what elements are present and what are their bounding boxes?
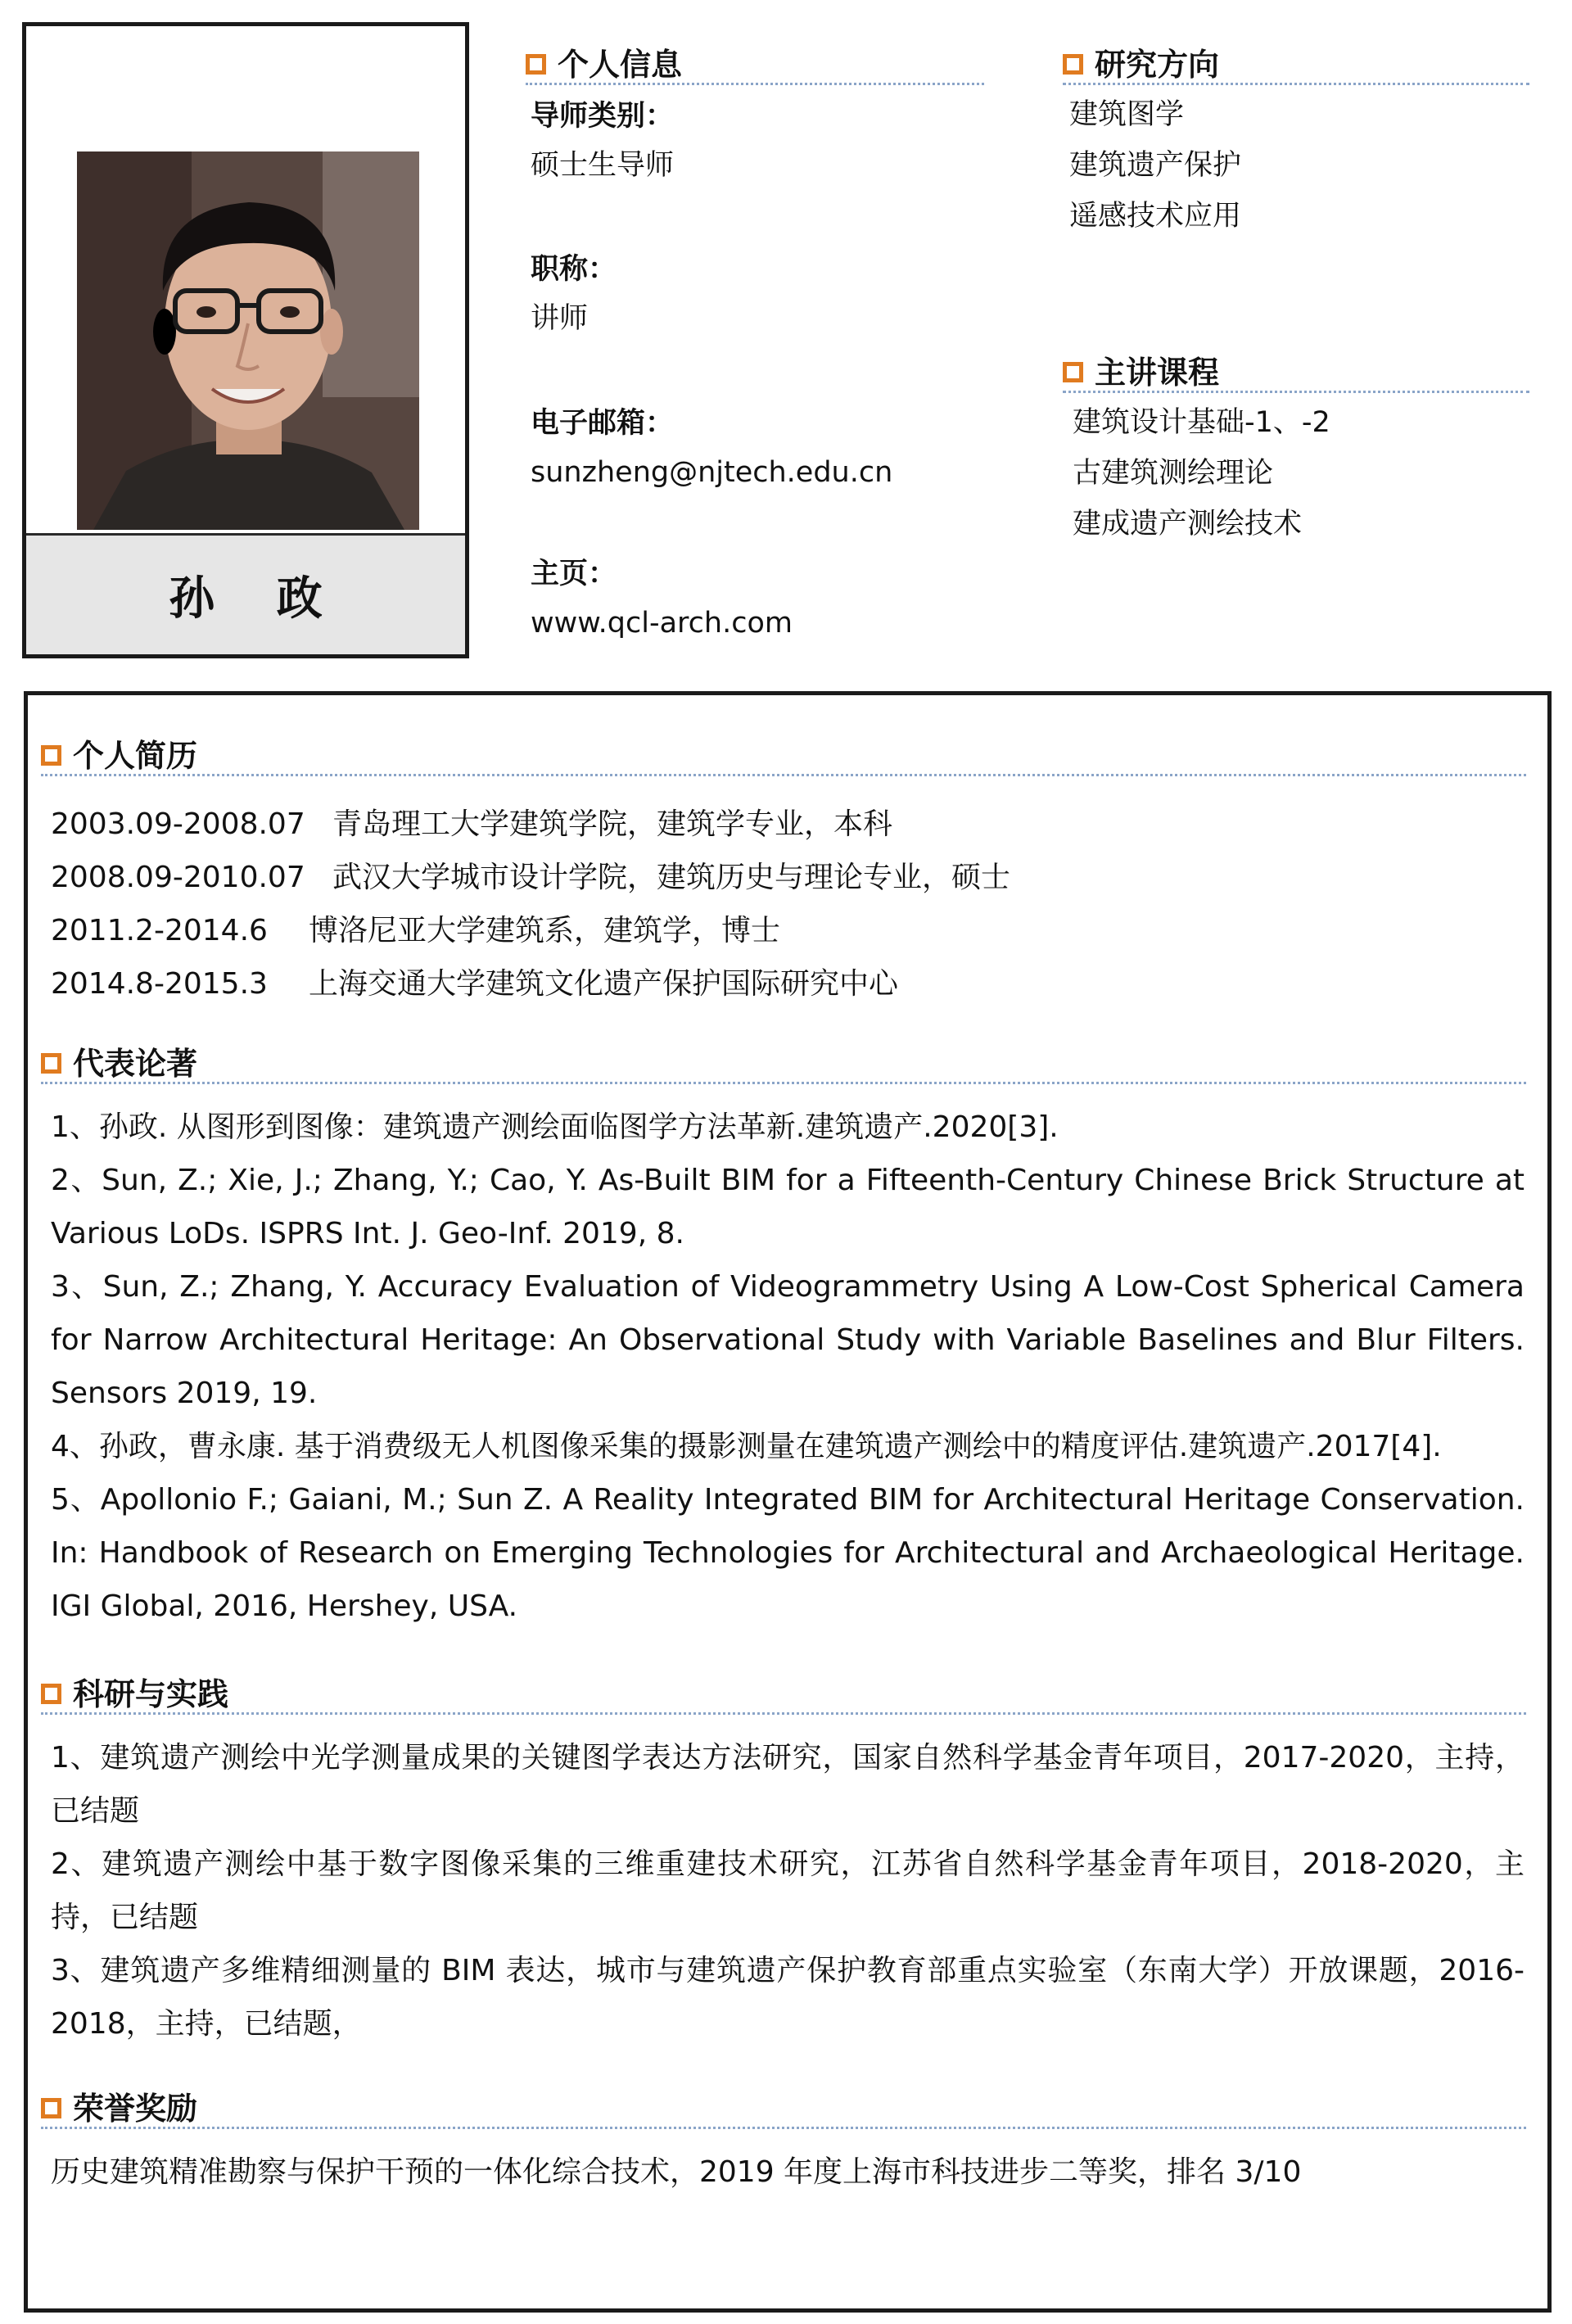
name-bar: [26, 533, 465, 654]
field-title: [531, 250, 989, 338]
projects-section: [41, 1675, 1526, 2050]
honors-heading: [41, 2090, 1526, 2129]
field-label: 电子邮箱：: [531, 407, 675, 440]
resume-title: 个人简历: [73, 737, 198, 774]
field-mentor-type: [531, 97, 989, 185]
field-email: [531, 404, 989, 492]
field-value: 硕士生导师: [531, 149, 675, 182]
resume-heading: [41, 737, 1526, 776]
publications-heading: [41, 1045, 1526, 1084]
list-item: 古建筑测绘理论: [1073, 457, 1274, 490]
research-section: [1063, 46, 1529, 242]
resume-date: 2011.2-2014.6: [51, 914, 268, 947]
square-bullet-icon: [526, 54, 546, 75]
publications-title: 代表论著: [73, 1045, 198, 1082]
resume-date: 2008.09-2010.07: [51, 861, 305, 894]
resume-text: 博洛尼亚大学建筑系，建筑学，博士: [309, 914, 781, 947]
list-item: 遥感技术应用: [1069, 200, 1242, 233]
email-link[interactable]: sunzheng@njtech.edu.cn: [531, 456, 893, 489]
project-item: 2、建筑遗产测绘中基于数字图像采集的三维重建技术研究，江苏省自然科学基金青年项目，2018-2020，主持，已结题: [51, 1847, 1525, 1934]
resume-section: [41, 737, 1526, 1011]
resume-date: 2003.09-2008.07: [51, 807, 305, 841]
publication-item: 2、Sun, Z.; Xie, J.; Zhang, Y.; Cao, Y. As-Built BIM for a Fifteenth-Century Chinese Brick Structure at Various LoDs. ISPRS Int. J. Geo-Inf. 2019, 8.: [51, 1164, 1525, 1250]
personal-info-title: 个人信息: [558, 46, 683, 83]
square-bullet-icon: [41, 2098, 61, 2118]
courses-list: [1063, 397, 1529, 549]
projects-title: 科研与实践: [73, 1675, 229, 1712]
publication-item: 1、孙政. 从图形到图像：建筑遗产测绘面临图学方法革新.建筑遗产.2020[3].: [51, 1110, 1059, 1144]
square-bullet-icon: [41, 1053, 61, 1074]
research-list: [1063, 89, 1529, 242]
list-item: 建筑遗产保护: [1069, 149, 1242, 182]
courses-title: 主讲课程: [1095, 354, 1220, 391]
projects-heading: [41, 1675, 1526, 1715]
publication-item: 5、Apollonio F.; Gaiani, M.; Sun Z. A Reality Integrated BIM for Architectural Heritage Conservation. In: Handbook of Research on Emerging Technologies for Architectural and Archaeological Heritage. IGI Global, 2016, Hershey, USA.: [51, 1483, 1525, 1623]
square-bullet-icon: [1063, 362, 1083, 382]
projects-list: [41, 1731, 1525, 2050]
list-item: 建成遗产测绘技术: [1073, 508, 1303, 540]
research-heading: [1063, 46, 1529, 85]
square-bullet-icon: [41, 745, 61, 766]
portrait-image: [77, 151, 419, 530]
publications-section: [41, 1045, 1526, 1633]
honor-item: 历史建筑精准勘察与保护干预的一体化综合技术，2019 年度上海市科技进步二等奖，排名 3/10: [51, 2155, 1302, 2189]
resume-text: 青岛理工大学建筑学院，建筑学专业，本科: [332, 807, 893, 841]
courses-heading: [1063, 354, 1529, 393]
field-label: 主页：: [531, 558, 617, 590]
person-name: 孙 政: [169, 572, 346, 626]
resume-text: 武汉大学城市设计学院，建筑历史与理论专业，硕士: [332, 861, 1011, 894]
honors-section: [41, 2090, 1526, 2199]
square-bullet-icon: [41, 1684, 61, 1704]
list-item: 建筑图学: [1069, 98, 1185, 131]
courses-section: [1063, 354, 1529, 549]
field-label: 职称：: [531, 253, 617, 286]
resume-list: [41, 798, 1526, 1011]
honors-list: [41, 2145, 1525, 2199]
publication-item: 3、Sun, Z.; Zhang, Y. Accuracy Evaluation of Videogrammetry Using A Low-Cost Spherical Camera for Narrow Architectural Heritage: An Observational Study with Variable Baselines and Blur Filters. Sensors 2019, 19.: [51, 1270, 1525, 1410]
project-item: 3、建筑遗产多维精细测量的 BIM 表达，城市与建筑遗产保护教育部重点实验室（东南大学）开放课题，2016-2018，主持，已结题，: [51, 1954, 1525, 2041]
project-item: 1、建筑遗产测绘中光学测量成果的关键图学表达方法研究，国家自然科学基金青年项目，2017-2020，主持，已结题: [51, 1741, 1525, 1828]
publication-item: 4、孙政，曹永康. 基于消费级无人机图像采集的摄影测量在建筑遗产测绘中的精度评估.建筑遗产.2017[4].: [51, 1430, 1442, 1463]
profile-photo: [77, 151, 419, 530]
resume-row: [51, 798, 1526, 851]
resume-row: [51, 957, 1526, 1011]
resume-date: 2014.8-2015.3: [51, 967, 268, 1001]
publications-list: [41, 1101, 1525, 1633]
square-bullet-icon: [1063, 54, 1083, 75]
field-homepage: [531, 554, 989, 643]
resume-row: [51, 851, 1526, 904]
resume-text: 上海交通大学建筑文化遗产保护国际研究中心: [309, 967, 899, 1001]
honors-title: 荣誉奖励: [73, 2090, 198, 2127]
personal-info-heading: [526, 46, 984, 85]
resume-row: [51, 904, 1526, 957]
field-value: 讲师: [531, 302, 589, 335]
homepage-link[interactable]: www.qcl-arch.com: [531, 607, 793, 640]
field-label: 导师类别：: [531, 100, 675, 133]
research-title: 研究方向: [1095, 46, 1220, 83]
profile-card: [22, 22, 469, 658]
personal-info-section: [526, 46, 984, 85]
list-item: 建筑设计基础-1、-2: [1073, 406, 1330, 439]
